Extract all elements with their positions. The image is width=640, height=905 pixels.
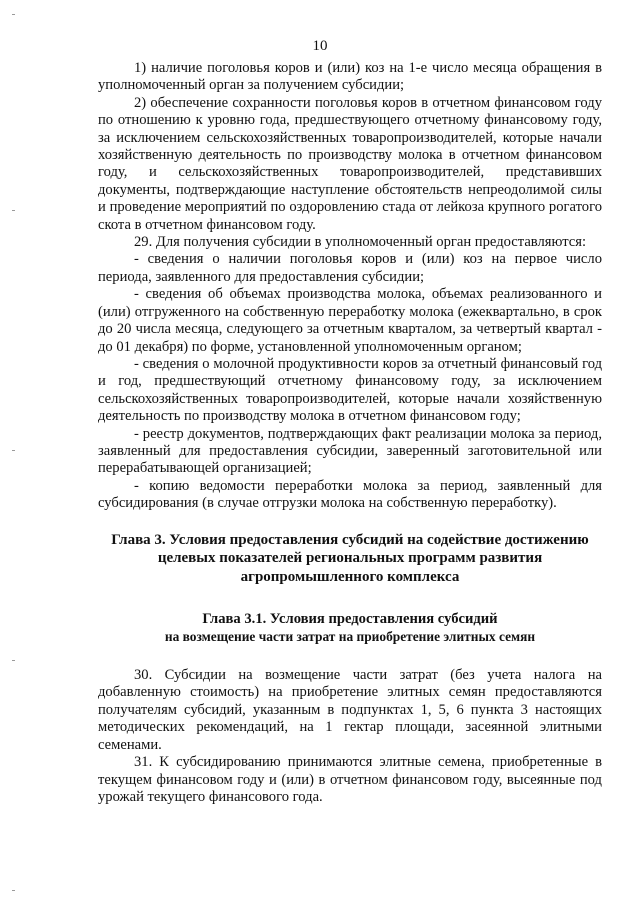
subchapter-subtitle: на возмещение части затрат на приобретение элитных семян: [164, 629, 536, 645]
margin-mark: [12, 890, 15, 891]
list-item: - сведения о наличии поголовья коров и (или) коз на первое число периода, заявленного для предоставления субсидии;: [98, 251, 602, 285]
spacer: [98, 645, 602, 667]
list-item: - реестр документов, подтверждающих факт реализации молока за период, заявленный для предоставления субсидии, заверенный заготовительной или перерабатывающей организацией;: [98, 425, 602, 477]
paragraph: 2) обеспечение сохранности поголовья коров в отчетном финансовом году по отношению к уровню года, предшествующего отчетному финансовому году, за исключением сельскохозяйственных товаропроизводителей, которые начали хозяйственную деятельность по производству молока в отчетном финансовом году, и сельскохозяйственных товаропроизводителей, представивших документы, подтверждающие наступление обстоятельств непреодолимой силы и проведение мероприятий по оздоровлению стада от лейкоза крупного рогатого скота в отчетном финансовом году.: [98, 94, 602, 233]
margin-mark: [12, 210, 15, 211]
margin-mark: [12, 660, 15, 661]
paragraph: 29. Для получения субсидии в уполномоченный орган предоставляются:: [134, 234, 586, 251]
chapter-heading: Глава 3. Условия предоставления субсидий на содействие достижению целевых показателей региональных программ развития агропромышленного комплекса: [111, 531, 589, 585]
paragraph: 1) наличие поголовья коров и (или) коз на 1-е число месяца обращения в уполномоченный орган за получением субсидии;: [98, 60, 602, 94]
margin-mark: [12, 450, 15, 451]
paragraph: 30. Субсидии на возмещение части затрат (без учета налога на добавленную стоимость) на приобретение элитных семян предоставляются получателям субсидий, указанным в подпунктах 1, 5, 6 пункта 3 настоящих методических рекомендаций, на 1 гектар площади, засеянной элитными семенами.: [98, 667, 602, 753]
list-item: - сведения об объемах производства молока, объемах реализованного и (или) отгруженного на собственную переработку молока (ежеквартально, в срок до 20 числа месяца, следующего за отчетным кварталом, за четвертый квартал - до 01 декабря) по форме, установленной уполномоченным органом;: [98, 286, 602, 355]
subchapter-heading: [98, 610, 602, 645]
list-item: - копию ведомости переработки молока за период, заявленный для субсидирования (в случае отгрузки молока на собственную переработку).: [98, 477, 602, 512]
list-item: - сведения о молочной продуктивности коров за отчетный финансовый год и год, предшествующий отчетному финансовому году, за исключением сельскохозяйственных товаропроизводителей, которые начали хозяйственную деятельность по производству молока в отчетном финансовом году;: [98, 355, 602, 425]
subchapter-title: Глава 3.1. Условия предоставления субсидий: [202, 611, 498, 628]
paragraph: 31. К субсидированию принимаются элитные семена, приобретенные в текущем финансовом году и (или) в отчетном финансовом году, высеянные под урожай текущего финансового года.: [98, 754, 602, 805]
document-body: [98, 60, 602, 806]
page-number: 10: [312, 38, 328, 54]
margin-mark: [12, 14, 15, 15]
